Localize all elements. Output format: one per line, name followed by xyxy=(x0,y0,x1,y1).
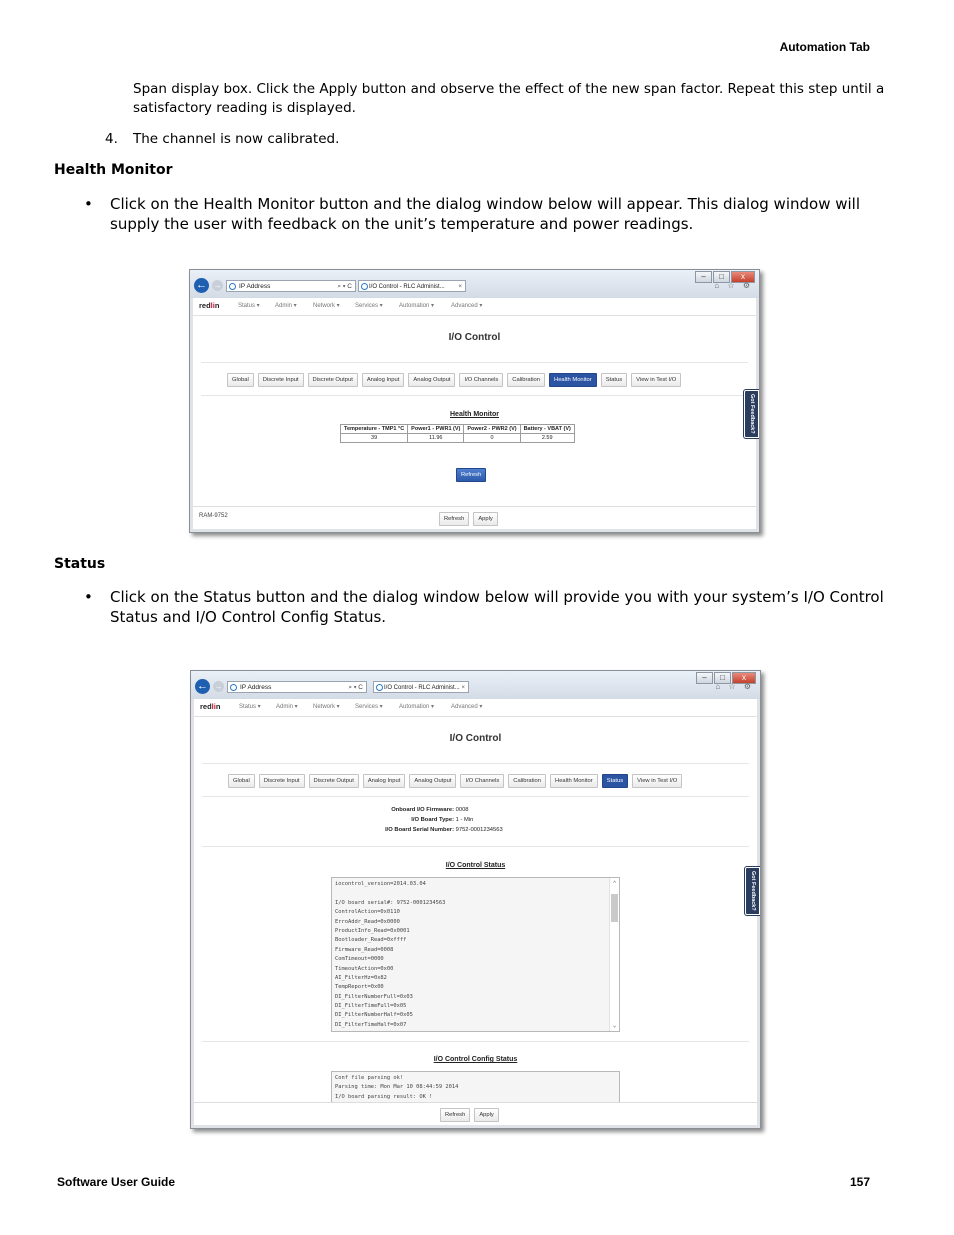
tab-status[interactable]: Status xyxy=(601,373,627,387)
footer-apply-button[interactable]: Apply xyxy=(473,512,498,526)
health-monitor-heading: Health Monitor xyxy=(54,162,173,178)
health-monitor-bullet: Click on the Health Monitor button and the dialog window below will appear. This dialog window will supply the user with feedback on the unit’s temperature and power readings. xyxy=(110,195,860,233)
footer-refresh-button[interactable]: Refresh xyxy=(439,512,469,526)
address-bar[interactable] xyxy=(227,681,367,693)
io-control-status-textarea[interactable] xyxy=(331,877,620,1032)
config-line: I/O board parsing result: OK ! xyxy=(335,1093,433,1100)
address-bar[interactable] xyxy=(226,280,356,292)
web-page xyxy=(194,699,757,1125)
step-text: The channel is now calibrated. xyxy=(133,131,340,147)
divider xyxy=(201,362,748,363)
status-line: DI_FilterNumberFull=0x03 xyxy=(335,993,413,1000)
status-line: DI_FilterNumberHalf=0x05 xyxy=(335,1012,413,1019)
maximize-icon[interactable]: □ xyxy=(714,672,731,684)
status-line: ComTimeout=0000 xyxy=(335,956,384,963)
footer-buttons xyxy=(440,1108,499,1122)
menu-admin[interactable]: Admin ▾ xyxy=(275,303,297,309)
divider xyxy=(201,395,748,396)
tab-label: I/O Control - RLC Administ... xyxy=(384,685,460,691)
health-table xyxy=(340,424,575,443)
device-name: RAM-9752 xyxy=(199,513,228,519)
status-line: ControlAction=0x0110 xyxy=(335,909,400,916)
running-header: Automation Tab xyxy=(779,40,870,54)
divider xyxy=(202,1041,749,1042)
menu-services[interactable]: Services ▾ xyxy=(355,303,383,309)
page-footer xyxy=(194,1102,757,1125)
continued-paragraph: Span display box. Click the Apply button and observe the effect of the new span factor. Repeat this step until a satisfactory reading is displayed. xyxy=(133,81,885,116)
tab-analog-input[interactable]: Analog Input xyxy=(362,373,405,387)
tab-health-monitor[interactable]: Health Monitor xyxy=(550,774,598,788)
status-line: DI_FilterTimeFull=0x05 xyxy=(335,1003,407,1010)
page-title: I/O Control xyxy=(448,332,501,343)
tab-status[interactable]: Status xyxy=(602,774,628,788)
forward-icon[interactable]: → xyxy=(213,281,222,290)
menu-services[interactable]: Services ▾ xyxy=(355,704,383,710)
io-tab-bar xyxy=(227,373,681,387)
footer-buttons xyxy=(439,512,498,526)
footer-apply-button[interactable]: Apply xyxy=(474,1108,499,1122)
top-menu xyxy=(193,298,756,316)
tab-discrete-output[interactable]: Discrete Output xyxy=(308,373,358,387)
status-line: Firmware_Read=0008 xyxy=(335,946,394,953)
back-icon[interactable]: ← xyxy=(196,279,207,291)
browser-tab[interactable] xyxy=(358,280,466,292)
col-temperature: Temperature - TMP1 °C xyxy=(341,425,408,434)
feedback-tab[interactable]: Got Feedback? xyxy=(744,390,759,438)
health-monitor-subtitle: Health Monitor xyxy=(450,411,499,418)
info-firmware: Onboard I/O Firmware: 0008 xyxy=(391,807,469,813)
tab-global[interactable]: Global xyxy=(227,373,254,387)
tab-label: I/O Control - RLC Administ... xyxy=(369,284,445,290)
ie-icon xyxy=(230,684,237,691)
address-tools-icon[interactable]: ⌕ ▾ C xyxy=(348,684,363,691)
menu-advanced[interactable]: Advanced ▾ xyxy=(451,704,483,710)
ie-icon xyxy=(376,684,383,691)
bullet-icon: • xyxy=(84,588,93,606)
tab-health-monitor[interactable]: Health Monitor xyxy=(549,373,597,387)
tab-io-channels[interactable]: I/O Channels xyxy=(460,774,504,788)
power2-value: 0 xyxy=(464,434,520,443)
page-title: I/O Control xyxy=(449,733,502,744)
feedback-tab[interactable]: Got Feedback? xyxy=(745,867,760,915)
home-favorites-settings-icons[interactable]: ⌂ ☆ ⚙ xyxy=(715,682,754,691)
status-line: AI_FilterHz=0x82 xyxy=(335,974,387,981)
tab-calibration[interactable]: Calibration xyxy=(507,373,545,387)
tab-view-in-test-io[interactable]: View in Test I/O xyxy=(632,774,682,788)
tab-discrete-output[interactable]: Discrete Output xyxy=(309,774,359,788)
status-line: I/O board serial#: 9752-0001234563 xyxy=(335,899,446,906)
menu-status[interactable]: Status ▾ xyxy=(238,303,260,309)
menu-automation[interactable]: Automation ▾ xyxy=(399,704,435,710)
tab-io-channels[interactable]: I/O Channels xyxy=(459,373,503,387)
config-line: Conf file parsing ok! xyxy=(335,1075,404,1081)
status-line: ErroAddr_Read=0x0000 xyxy=(335,918,400,925)
home-favorites-settings-icons[interactable]: ⌂ ☆ ⚙ xyxy=(714,281,753,290)
maximize-icon[interactable]: □ xyxy=(713,271,730,283)
battery-value: 2.59 xyxy=(520,434,574,443)
status-line: TimeoutAction=0x00 xyxy=(335,965,394,972)
config-line: Parsing time: Mon Mar 10 08:44:59 2014 xyxy=(335,1084,459,1091)
top-menu xyxy=(194,699,757,717)
col-battery: Battery - VBAT (V) xyxy=(520,425,574,434)
address-text: IP Address xyxy=(239,283,271,290)
minimize-icon[interactable]: – xyxy=(695,271,712,283)
tab-analog-output[interactable]: Analog Output xyxy=(408,373,455,387)
page-footer xyxy=(193,506,756,529)
refresh-button[interactable]: Refresh xyxy=(456,468,486,482)
divider xyxy=(202,763,749,764)
redlion-logo: redlin xyxy=(199,301,220,310)
tab-discrete-input[interactable]: Discrete Input xyxy=(258,373,304,387)
io-control-config-status-title: I/O Control Config Status xyxy=(433,1056,518,1063)
col-power1: Power1 - PWR1 (V) xyxy=(408,425,464,434)
bullet-icon: • xyxy=(84,195,93,213)
power1-value: 11.96 xyxy=(408,434,464,443)
address-text: IP Address xyxy=(240,684,272,691)
info-serial: I/O Board Serial Number: 9752-0001234563 xyxy=(385,827,503,833)
menu-automation[interactable]: Automation ▾ xyxy=(399,303,435,309)
tab-calibration[interactable]: Calibration xyxy=(508,774,546,788)
menu-advanced[interactable]: Advanced ▾ xyxy=(451,303,483,309)
page-number: 157 xyxy=(849,1175,870,1189)
tab-close-icon[interactable]: × xyxy=(458,284,462,290)
tab-analog-output[interactable]: Analog Output xyxy=(409,774,456,788)
footer-title: Software User Guide xyxy=(57,1175,176,1189)
tab-global[interactable]: Global xyxy=(228,774,255,788)
info-board-type: I/O Board Type: 1 - Min xyxy=(411,817,474,823)
web-page xyxy=(193,298,756,529)
browser-chrome xyxy=(191,671,760,699)
footer-refresh-button[interactable]: Refresh xyxy=(440,1108,470,1122)
ie-icon xyxy=(361,283,368,290)
divider xyxy=(202,796,749,797)
tab-discrete-input[interactable]: Discrete Input xyxy=(259,774,305,788)
io-tab-bar xyxy=(228,774,682,788)
temperature-value: 39 xyxy=(341,434,408,443)
menu-status[interactable]: Status ▾ xyxy=(239,704,261,710)
menu-network[interactable]: Network ▾ xyxy=(313,303,340,309)
status-line: TempReport=0x00 xyxy=(335,984,384,991)
status-line: DI_FilterTimeHalf=0x07 xyxy=(335,1021,407,1028)
close-icon[interactable]: x xyxy=(732,672,756,684)
forward-icon[interactable]: → xyxy=(214,682,223,691)
status-line: ProductInfo_Read=0x0001 xyxy=(335,927,410,934)
address-tools-icon[interactable]: ⌕ ▾ C xyxy=(337,283,352,290)
status-line: Bootloader_Read=0xffff xyxy=(335,937,407,944)
io-control-status-title: I/O Control Status xyxy=(445,862,506,869)
io-control-config-status-textarea[interactable] xyxy=(331,1071,620,1102)
minimize-icon[interactable]: – xyxy=(696,672,713,684)
close-icon[interactable]: x xyxy=(731,271,755,283)
scrollbar[interactable] xyxy=(609,878,619,1031)
status-heading: Status xyxy=(54,556,106,572)
divider xyxy=(202,846,749,847)
status-screenshot xyxy=(190,670,761,1129)
tab-analog-input[interactable]: Analog Input xyxy=(363,774,406,788)
tab-view-in-test-io[interactable]: View in Test I/O xyxy=(631,373,681,387)
menu-network[interactable]: Network ▾ xyxy=(313,704,340,710)
redlion-logo: redlin xyxy=(200,702,221,711)
step-number: 4. xyxy=(105,131,118,147)
status-line xyxy=(332,889,619,898)
scroll-down-icon[interactable]: ⌄ xyxy=(612,1022,617,1029)
col-power2: Power2 - PWR2 (V) xyxy=(464,425,520,434)
menu-admin[interactable]: Admin ▾ xyxy=(276,704,298,710)
browser-tab[interactable] xyxy=(373,681,469,693)
back-icon[interactable]: ← xyxy=(197,680,208,692)
health-monitor-screenshot xyxy=(189,269,760,533)
ie-icon xyxy=(229,283,236,290)
status-line: iocontrol_version=2014.03.04 xyxy=(335,881,426,887)
browser-chrome xyxy=(190,270,759,298)
tab-close-icon[interactable]: × xyxy=(461,685,465,691)
scroll-up-icon[interactable]: ⌃ xyxy=(612,880,617,887)
scroll-thumb[interactable] xyxy=(611,894,618,922)
status-bullet: Click on the Status button and the dialog window below will provide you with your system’s I/O Control Status and I/O Control Config Status. xyxy=(110,588,884,626)
